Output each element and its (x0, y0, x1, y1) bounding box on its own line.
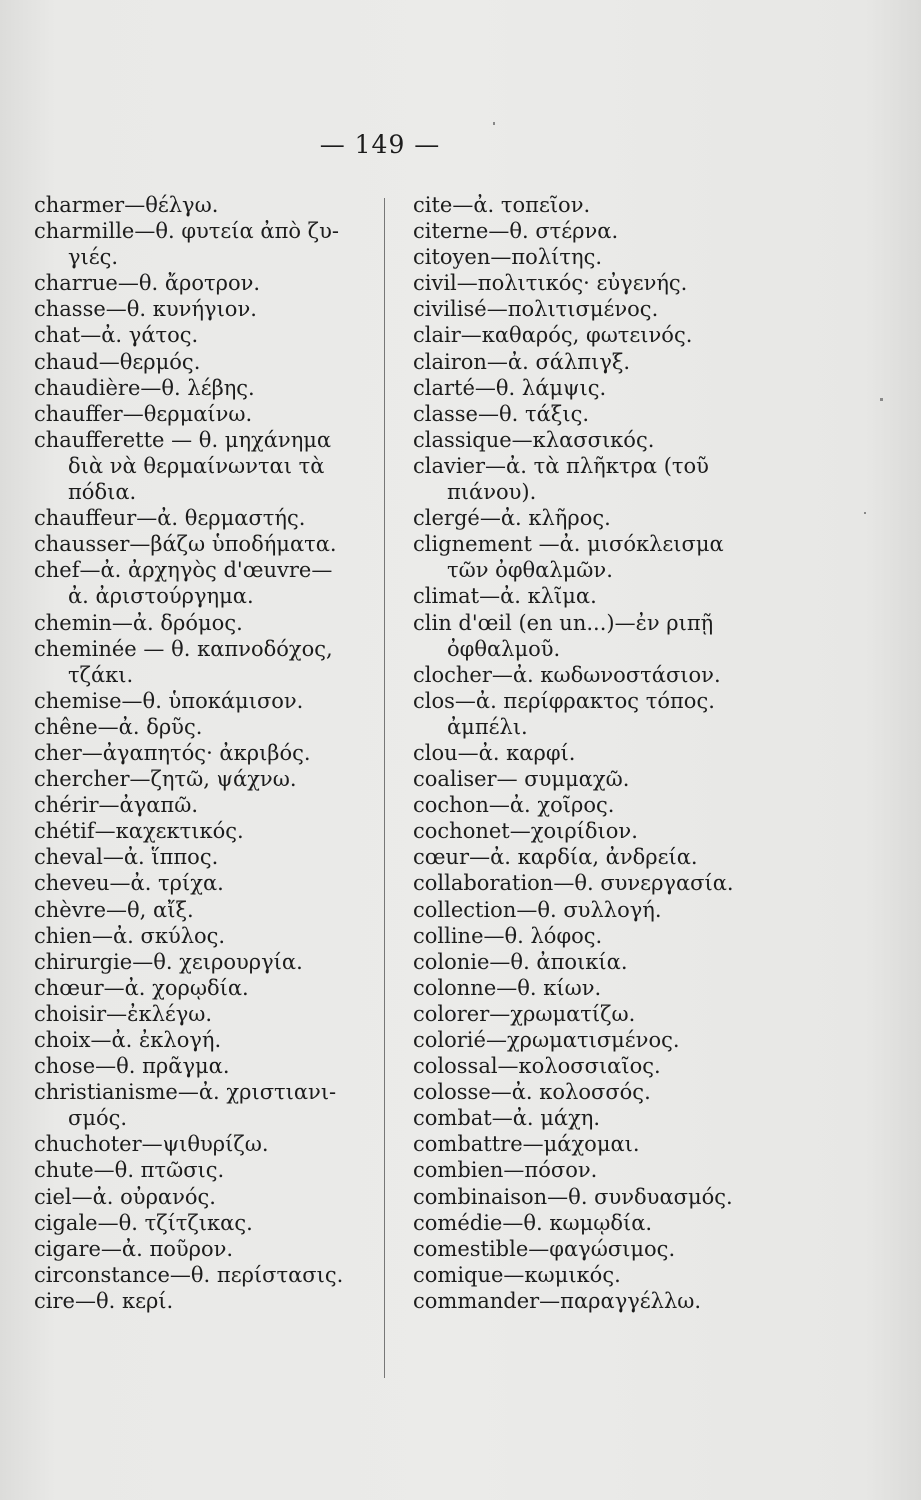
dictionary-entry-line: christianisme—ἀ. χριστιανι- (34, 1080, 337, 1105)
dictionary-entry-line: cigare—ἀ. ποῦρον. (34, 1236, 234, 1261)
dictionary-entry-line: circonstance—θ. περίστασις. (34, 1262, 344, 1287)
dictionary-entry-line: σμός. (68, 1106, 128, 1131)
dictionary-entry-line: chaudière—θ. λέβης. (34, 375, 255, 400)
dictionary-entry-line: cœur—ἀ. καρδία, ἀνδρεία. (413, 845, 698, 870)
dictionary-entry-line: cochon—ἀ. χοῖρος. (413, 793, 615, 818)
dictionary-entry-line: comestible—φαγώσιμος. (413, 1236, 676, 1261)
dictionary-entry-line: cochonet—χοιρίδιον. (413, 819, 638, 844)
dictionary-entry-line: clou—ἀ. καρφί. (413, 740, 576, 765)
dictionary-entry-line: chien—ἀ. σκύλος. (34, 923, 226, 948)
dictionary-entry-line: combien—πόσον. (413, 1158, 598, 1183)
dictionary-entry-line: clin d'œil (en un...)—ἐν ριπῇ (413, 610, 714, 635)
dictionary-entry-line: choix—ἀ. ἐκλογή. (34, 1028, 222, 1052)
page-speck (864, 512, 866, 514)
dictionary-entry-line: chuchoter—ψιθυρίζω. (34, 1132, 269, 1157)
dictionary-entry-line: chêne—ἀ. δρῦς. (34, 714, 203, 739)
dictionary-entry-line: clignement —ἀ. μισόκλεισμα (413, 532, 724, 557)
dictionary-entry-line: cire—θ. κερί. (34, 1288, 174, 1313)
dictionary-entry-line: clos—ἀ. περίφρακτος τόπος. (413, 688, 715, 713)
dictionary-entry-line: citoyen—πολίτης. (413, 245, 602, 270)
dictionary-entry-line: chat—ἀ. γάτος. (34, 323, 199, 348)
dictionary-entry-line: chérir—ἀγαπῶ. (34, 793, 199, 818)
dictionary-entry-line: commander—παραγγέλλω. (413, 1288, 702, 1313)
dictionary-entry-line: chemin—ἀ. δρόμος. (34, 610, 243, 635)
dictionary-entry-line: διὰ νὰ θερμαίνωνται τὰ (68, 453, 325, 478)
dictionary-entry-line: chose—θ. πρᾶγμα. (34, 1054, 230, 1079)
dictionary-entry-line: τζάκι. (68, 662, 134, 687)
dictionary-entry-line: chauffeur—ἀ. θερμαστής. (34, 506, 306, 531)
dictionary-entry-line: classique—κλασσικός. (413, 427, 655, 452)
dictionary-entry-line: ἀμπέλι. (447, 714, 528, 739)
dictionary-entry-line: collection—θ. συλλογή. (413, 897, 662, 922)
dictionary-entry-line: citerne—θ. στέρνα. (413, 219, 619, 244)
dictionary-entry-line: colonie—θ. ἀποικία. (413, 949, 628, 974)
dictionary-entry-line: choisir—ἐκλέγω. (34, 1001, 213, 1026)
dictionary-entry-line: τῶν ὀφθαλμῶν. (447, 558, 613, 583)
dictionary-entry-line: clairon—ἀ. σάλπιγξ. (413, 349, 631, 374)
dictionary-entry-line: civil—πολιτικός· εὐγενής. (413, 271, 688, 296)
page-number: — 149 — (319, 130, 441, 159)
dictionary-entry-line: chétif—καχεκτικός. (34, 819, 244, 844)
dictionary-entry-line: comique—κωμικός. (413, 1262, 621, 1287)
dictionary-entry-line: combinaison—θ. συνδυασμός. (413, 1184, 733, 1209)
dictionary-entry-line: chute—θ. πτῶσις. (34, 1158, 225, 1183)
dictionary-entry-line: climat—ἀ. κλῖμα. (413, 584, 597, 609)
dictionary-entry-line: colosse—ἀ. κολοσσός. (413, 1080, 651, 1105)
dictionary-entry-line: cheminée — θ. καπνοδόχος, (34, 636, 333, 661)
dictionary-entry-line: colorer—χρωματίζω. (413, 1001, 636, 1026)
dictionary-entry-line: charrue—θ. ἄροτρον. (34, 271, 261, 296)
dictionary-entry-line: ὀφθαλμοῦ. (447, 636, 561, 661)
dictionary-entry-line: chirurgie—θ. χειρουργία. (34, 949, 303, 974)
dictionary-entry-line: clergé—ἀ. κλῆρος. (413, 506, 611, 531)
dictionary-entry-line: πιάνου). (447, 480, 537, 505)
dictionary-entry-line: charmille—θ. φυτεία ἀπὸ ζυ- (34, 219, 339, 244)
dictionary-entry-line: clavier—ἀ. τὰ πλῆκτρα (τοῦ (413, 453, 709, 478)
page-speck (880, 398, 883, 401)
dictionary-entry-line: chef—ἀ. ἀρχηγὸς d'œuvre— (34, 558, 333, 583)
dictionary-entry-line: collaboration—θ. συνεργασία. (413, 871, 734, 896)
dictionary-entry-line: πόδια. (68, 480, 137, 505)
dictionary-entry-line: cite—ἀ. τοπεῖον. (413, 193, 591, 217)
dictionary-entry-line: cheveu—ἀ. τρίχα. (34, 871, 224, 896)
dictionary-entry-line: colorié—χρωματισμένος. (413, 1028, 680, 1052)
column-divider (384, 198, 385, 1378)
dictionary-entry-line: comédie—θ. κωμῳδία. (413, 1210, 653, 1235)
dictionary-entry-line: chœur—ἀ. χορῳδία. (34, 975, 249, 1000)
dictionary-entry-line: clarté—θ. λάμψις. (413, 375, 607, 400)
dictionary-entry-line: coaliser— συμμαχῶ. (413, 767, 630, 792)
dictionary-entry-line: chercher—ζητῶ, ψάχνω. (34, 767, 297, 792)
dictionary-entry-line: chasse—θ. κυνήγιον. (34, 297, 257, 322)
dictionary-entry-line: chaud—θερμός. (34, 349, 201, 374)
dictionary-entry-line: ἀ. ἀριστούργημα. (68, 584, 254, 609)
dictionary-entry-line: cher—ἀγαπητός· ἀκριβός. (34, 740, 311, 765)
dictionary-entry-line: civilisé—πολιτισμένος. (413, 297, 659, 322)
dictionary-entry-line: clocher—ἀ. κωδωνοστάσιον. (413, 662, 721, 687)
dictionary-entry-line: cheval—ἀ. ἵππος. (34, 845, 219, 870)
dictionary-entry-line: classe—θ. τάξις. (413, 401, 590, 426)
dictionary-entry-line: colossal—κολοσσιαῖος. (413, 1054, 661, 1079)
dictionary-entry-line: clair—καθαρός, φωτεινός. (413, 323, 693, 348)
dictionary-entry-line: colonne—θ. κίων. (413, 975, 602, 1000)
dictionary-entry-line: chemise—θ. ὑποκάμισον. (34, 688, 304, 713)
right-column (413, 192, 793, 1314)
dictionary-entry-line: chausser—βάζω ὑποδήματα. (34, 532, 337, 557)
dictionary-entry-line: chauffer—θερμαίνω. (34, 401, 253, 426)
left-column (34, 192, 369, 1314)
dictionary-entry-line: ciel—ἀ. οὐρανός. (34, 1184, 216, 1209)
dictionary-entry-line: chèvre—θ, αἴξ. (34, 897, 194, 922)
dictionary-entry-line: combat—ἀ. μάχη. (413, 1106, 601, 1131)
page-speck (493, 122, 495, 125)
dictionary-entry-line: charmer—θέλγω. (34, 193, 219, 217)
dictionary-entry-line: chaufferette — θ. μηχάνημα (34, 427, 332, 452)
dictionary-entry-line: colline—θ. λόφος. (413, 923, 603, 948)
dictionary-entry-line: γιές. (68, 245, 119, 270)
dictionary-entry-line: combattre—μάχομαι. (413, 1132, 640, 1157)
dictionary-entry-line: cigale—θ. τζίτζικας. (34, 1210, 253, 1235)
